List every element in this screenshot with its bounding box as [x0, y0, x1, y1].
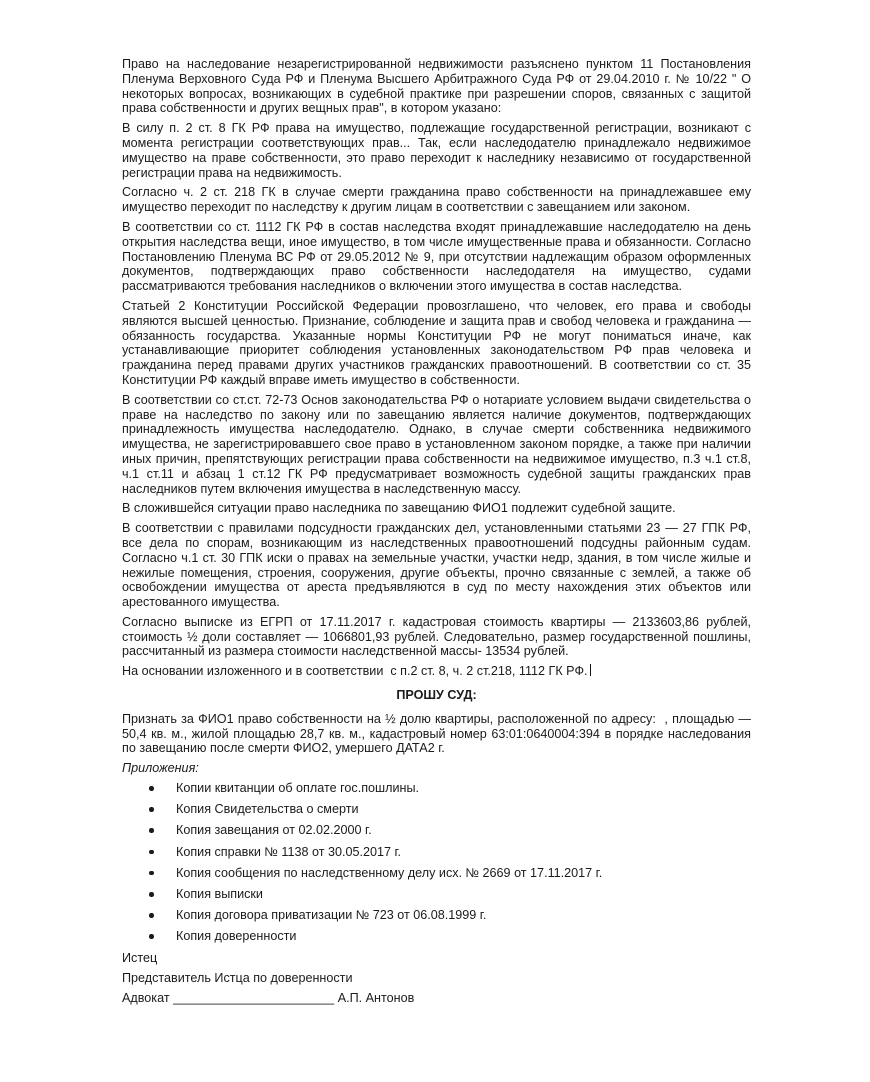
- paragraph-basis-text: На основании изложенного и в соответствии с п.2 ст. 8, ч. 2 ст.218, 1112 ГК РФ.: [122, 664, 588, 679]
- paragraph-notariat: В соответствии со ст.ст. 72-73 Основ законодательства РФ о нотариате условием выдачи свидетельства о праве на наследство по закону или по завещанию является наличие документов, подтверждающих принадлежность имущества наследодателю. Однако, в случае смерти собственника недвижимого имущества, не зарегистрировавшего свое право в установленном законом порядке, а также при наличии иных причин, препятствующих регистрации права собственности на недвижимое имущество, п.3 ч.1 ст.8, ч.1 ст.11 и абзац 1 ст.12 ГК РФ предусматривает возможность судебной защиты гражданских прав наследников путем включения имущества в наследственную массу.: [122, 392, 751, 496]
- attachment-item-notice: Копия сообщения по наследственному делу исх. № 2669 от 17.11.2017 г.: [122, 866, 751, 881]
- plaintiff-line: Истец: [122, 950, 158, 965]
- petition-paragraph: Признать за ФИО1 право собственности на ½ долю квартиры, расположенной по адресу: , площадью — 50,4 кв. м., жилой площадью 28,7 кв. м., кадастровый номер 63:01:0640004:394 в порядке наследования по завещанию после смерти ФИО2, умершего ДАТА2 г.: [122, 711, 751, 756]
- paragraph-egrp-valuation: Согласно выписке из ЕГРП от 17.11.2017 г. кадастровая стоимость квартиры — 2133603,86 рублей, стоимость ½ доли составляет — 1066801,93 рублей. Следовательно, размер государственной пошлины, рассчитанный из размера стоимости наследственной массы- 13534 рублей.: [122, 614, 751, 659]
- attachments-list: [122, 781, 751, 944]
- paragraph-constitution: Статьей 2 Конституции Российской Федерации провозглашено, что человек, его права и свободы являются высшей ценностью. Признание, соблюдение и защита прав и свобод человека и гражданина — обязанность государства. Указанные нормы Конституции РФ не могут пониматься иначе, как устанавливающие приоритет соблюдения установленных законодательством РФ прав человека и гражданина перед правами других участников гражданских правоотношений. В соответствии со ст. 35 Конституции РФ каждый вправе иметь имущество в собственности.: [122, 298, 751, 387]
- paragraph-inheritance-clarified: Право на наследование незарегистрированной недвижимости разъяснено пунктом 11 Постановления Пленума Верховного Суда РФ и Пленума Высшего Арбитражного Суда РФ от 29.04.2010 г. № 10/22 " О некоторых вопросах, возникающих в судебной практике при разрешении споров, связанных с защитой права собственности и других вещных прав", в котором указано:: [122, 57, 751, 116]
- paragraph-basis: [122, 664, 751, 679]
- paragraph-protection: В сложившейся ситуации право наследника по завещанию ФИО1 подлежит судебной защите.: [122, 501, 676, 516]
- representative-line: Представитель Истца по доверенности: [122, 970, 353, 985]
- attachments-label: Приложения:: [122, 761, 199, 776]
- attachment-item-death-certificate: Копия Свидетельства о смерти: [122, 802, 751, 817]
- document-page[interactable]: [122, 57, 751, 1011]
- attachment-item-power-of-attorney: Копия доверенности: [122, 929, 751, 944]
- text-cursor: [590, 664, 591, 676]
- attachment-item-receipt: Копии квитанции об оплате гос.пошлины.: [122, 781, 751, 796]
- attachment-item-privatization-contract: Копия договора приватизации № 723 от 06.08.1999 г.: [122, 908, 751, 923]
- attachment-item-reference: Копия справки № 1138 от 30.05.2017 г.: [122, 845, 751, 860]
- paragraph-jurisdiction: В соответствии с правилами подсудности гражданских дел, установленными статьями 23 — 27 ГПК РФ, все дела по спорам, возникающим из наследственных правоотношений подсудны районным судам. Согласно ч.1 ст. 30 ГПК иски о правах на земельные участки, участки недр, здания, в том числе жилые и нежилые помещения, строения, сооружения, другие объекты, прочно связанные с землей, а также об освобождении имущества от ареста предъявляются в суд по месту нахождения этих объектов или арестованного имущества.: [122, 521, 751, 610]
- advocate-label: Адвокат: [122, 991, 170, 1006]
- attachment-item-testament: Копия завещания от 02.02.2000 г.: [122, 823, 751, 838]
- advocate-line: [122, 991, 751, 1006]
- attachment-item-extract: Копия выписки: [122, 887, 751, 902]
- paragraph-gk-art1112: В соответствии со ст. 1112 ГК РФ в состав наследства входят принадлежавшие наследодателю на день открытия наследства вещи, иное имущество, в том числе имущественные права и обязанности. Согласно Постановлению Пленума ВС РФ от 29.05.2012 № 9, при отсутствии надлежащим образом оформленных документов, подтверждающих право собственности наследодателя на имущество, судами рассматриваются требования наследников о включении этого имущества в состав наследства.: [122, 219, 751, 294]
- advocate-name: А.П. Антонов: [337, 991, 415, 1006]
- paragraph-gk-art8: В силу п. 2 ст. 8 ГК РФ права на имущество, подлежащие государственной регистрации, возникают с момента регистрации соответствующих прав... Так, если наследодателю принадлежало недвижимое имущество на праве собственности, это право переходит к наследнику независимо от государственной регистрации права на недвижимость.: [122, 121, 751, 180]
- signature-blank-line: _______________________: [173, 991, 335, 1006]
- paragraph-gk-art218: Согласно ч. 2 ст. 218 ГК в случае смерти гражданина право собственности на принадлежавшее ему имущество переходит по наследству к другим лицам в соответствии с завещанием или законом.: [122, 185, 751, 215]
- petition-heading: ПРОШУ СУД:: [396, 688, 477, 703]
